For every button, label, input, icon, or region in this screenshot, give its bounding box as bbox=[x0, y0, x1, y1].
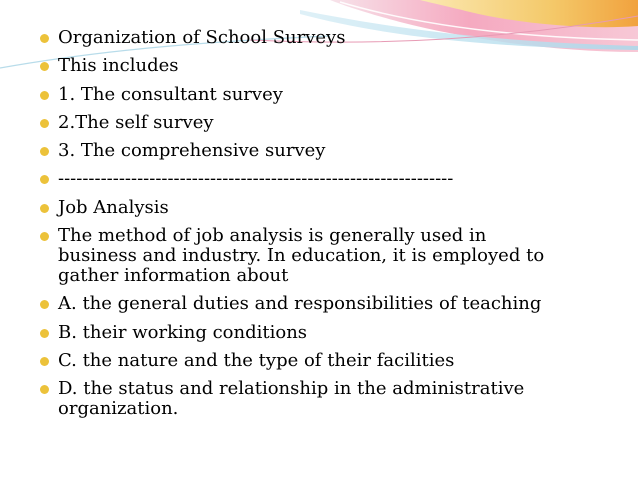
bullet-dot-icon bbox=[40, 175, 49, 184]
bullet-text: ----------------------------------------------------------------- bbox=[58, 169, 454, 190]
bullet-item bbox=[0, 113, 600, 133]
bullet-item bbox=[0, 351, 600, 371]
bullet-dot-icon bbox=[40, 357, 49, 366]
bullet-item bbox=[0, 56, 600, 76]
bullet-dot-icon bbox=[40, 329, 49, 338]
bullet-text: A. the general duties and responsibilities of teaching bbox=[58, 293, 542, 315]
bullet-text: The method of job analysis is generally used in business and industry. In education, it is employed to gather information about bbox=[58, 225, 545, 287]
bullet-list bbox=[0, 28, 600, 428]
bullet-text: Organization of School Surveys bbox=[58, 27, 346, 48]
bullet-dot-icon bbox=[40, 119, 49, 128]
bullet-text: B. their working conditions bbox=[58, 321, 308, 343]
bullet-item bbox=[0, 294, 600, 314]
bullet-dot-icon bbox=[40, 385, 49, 394]
bullet-dot-icon bbox=[40, 62, 49, 71]
bullet-text: 3. The comprehensive survey bbox=[58, 140, 326, 162]
bullet-item bbox=[0, 323, 600, 343]
bullet-text: Job Analysis bbox=[58, 196, 169, 218]
bullet-item bbox=[0, 85, 600, 105]
bullet-item-separator bbox=[0, 169, 600, 189]
bullet-item bbox=[0, 28, 600, 48]
bullet-text: 1. The consultant survey bbox=[58, 83, 283, 105]
bullet-dot-icon bbox=[40, 204, 49, 213]
bullet-text: 2.The self survey bbox=[58, 111, 214, 133]
bullet-text: D. the status and relationship in the administrative organization. bbox=[58, 378, 525, 420]
bullet-dot-icon bbox=[40, 300, 49, 309]
bullet-dot-icon bbox=[40, 34, 49, 43]
bullet-text: C. the nature and the type of their facilities bbox=[58, 349, 455, 371]
bullet-dot-icon bbox=[40, 91, 49, 100]
bullet-dot-icon bbox=[40, 232, 49, 241]
bullet-text: This includes bbox=[58, 55, 179, 77]
bullet-item bbox=[0, 379, 600, 419]
bullet-item bbox=[0, 198, 600, 218]
bullet-item bbox=[0, 141, 600, 161]
bullet-item bbox=[0, 226, 600, 286]
bullet-dot-icon bbox=[40, 147, 49, 156]
